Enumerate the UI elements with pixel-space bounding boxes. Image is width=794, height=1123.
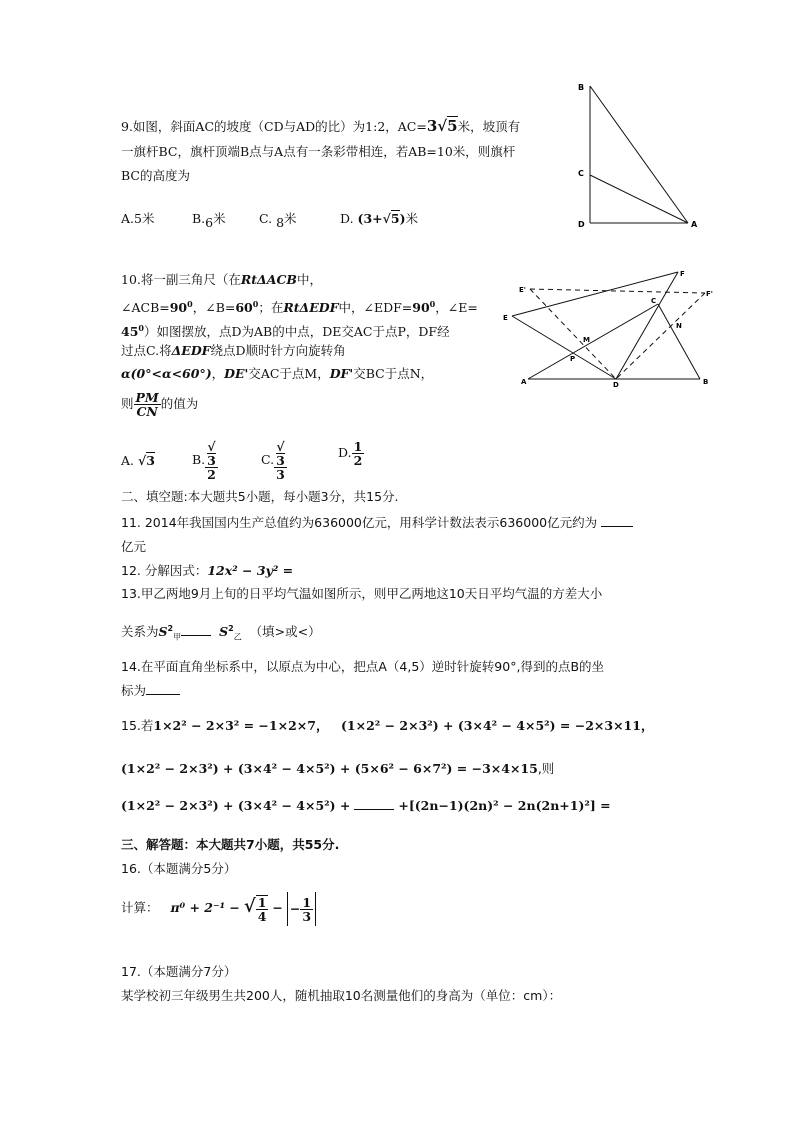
section3-heading: 三、解答题：本大题共7小题，共55分. bbox=[121, 837, 340, 852]
q9-label-a: A bbox=[691, 220, 698, 229]
q15-line3: (1×2² − 2×3²) + (3×4² − 4×5²) + +[(2n−1)(2n)² − 2n(2n+1)²] = bbox=[121, 798, 611, 813]
q10-label-f-prime: F' bbox=[706, 290, 713, 298]
q9-option-a: A.5米 bbox=[121, 211, 155, 226]
q17-heading: 17.（本题满分7分） bbox=[121, 964, 237, 979]
q10-label-b: B bbox=[703, 378, 709, 386]
q16-heading: 16.（本题满分5分） bbox=[121, 861, 237, 876]
q10-label-f: F bbox=[680, 270, 685, 278]
q10-label-e-prime: E' bbox=[519, 286, 526, 294]
q10-line-fd bbox=[616, 272, 678, 379]
q10-label-m: M bbox=[583, 336, 590, 344]
q10-line-fpd bbox=[616, 293, 705, 379]
q15-line1-eq2: (1×2² − 2×3²) + (3×4² − 4×5²) = −2×3×11， bbox=[341, 718, 654, 733]
q10-option-d: D. $\frac{1}{2}$ bbox=[338, 439, 363, 468]
q10-label-p: P bbox=[570, 355, 576, 363]
q10-label-d: D bbox=[613, 381, 619, 389]
q9-line-ca bbox=[590, 175, 688, 223]
q9-line1: 9.如图，斜面AC的坡度（CD与AD的比）为1:2，AC=3√5米，坡顶有 bbox=[121, 117, 521, 135]
q10-line5: α(0°<α<60°)，DE'交AC于点M，DF'交BC于点N， bbox=[121, 366, 434, 381]
q13-line2: 关系为$S^2_甲$ $S^2_乙$ （填>或<） bbox=[121, 624, 321, 642]
q10-line-epfp bbox=[530, 289, 705, 293]
q15-line1: 15.若1×2² − 2×3² = −1×2×7， bbox=[121, 718, 329, 733]
q10-label-a: A bbox=[521, 378, 527, 386]
q10-line1: 10.将一副三角尺（在RtΔACB中， bbox=[121, 272, 322, 287]
q9-option-b: B.6米 bbox=[192, 211, 226, 230]
q9-label-c: C bbox=[578, 169, 584, 178]
q9-line3: BC的高度为 bbox=[121, 168, 190, 183]
q10-label-e: E bbox=[503, 314, 508, 322]
section2-heading: 二、填空题:本大题共5小题，每小题3分，共15分. bbox=[121, 489, 399, 504]
q10-line6: 则 $\frac{PM}{CN}$ 的值为 bbox=[121, 390, 199, 419]
q9-label-d: D bbox=[578, 220, 585, 229]
q17-text: 某学校初三年级男生共200人，随机抽取10名测量他们的身高为（单位：cm）： bbox=[121, 988, 562, 1003]
q15-line2: (1×2² − 2×3²) + (3×4² − 4×5²) + (5×6² − 6×7²) = −3×4×15,则 bbox=[121, 761, 555, 776]
q11-line2: 亿元 bbox=[121, 539, 147, 554]
q9-line-ba bbox=[590, 86, 688, 223]
q13-line1: 13.甲乙两地9月上旬的日平均气温如图所示，则甲乙两地这10天日平均气温的方差大小 bbox=[121, 586, 603, 601]
q16-expression: 计算： π⁰ + 2⁻¹ − √ $\frac{1}{4}$ − − $\frac{1}{3}$ bbox=[121, 890, 316, 926]
q9-line2: 一旗杆BC，旗杆顶端B点与A点有一条彩带相连，若AB=10米，则旗杆 bbox=[121, 144, 516, 159]
q10-line-epd bbox=[530, 289, 616, 379]
q9-option-d: D. (3+√5)米 bbox=[340, 211, 418, 226]
q14-line2: 标为 bbox=[121, 682, 180, 700]
q11-line1: 11. 2014年我国国内生产总值约为636000亿元，用科学计数法表示636000亿元约为 bbox=[121, 514, 633, 532]
q10-line-ac bbox=[528, 304, 658, 379]
q10-triangle-figure bbox=[500, 262, 725, 392]
q9-triangle-figure bbox=[570, 76, 700, 236]
q10-line3: $45^0$）如图摆放，点D为AB的中点，DE交AC于点P，DF经 bbox=[121, 323, 450, 340]
q10-line-ef bbox=[512, 272, 678, 316]
q10-line-cb bbox=[658, 304, 700, 379]
q10-label-c: C bbox=[651, 297, 657, 305]
q10-option-c: C. √ 3 3 bbox=[261, 439, 285, 482]
q9-label-b: B bbox=[578, 83, 585, 92]
q10-option-a: A. √3 bbox=[121, 453, 155, 468]
q10-line2: $\angle ACB=90^0$，$\angle B=60^0$；在RtΔEDF中，$\angle EDF=90^0$，∠E= bbox=[121, 299, 478, 316]
q10-label-n: N bbox=[676, 322, 682, 330]
q9-option-c: C. 8米 bbox=[259, 211, 297, 230]
q10-option-b: B. √ 3 2 bbox=[192, 439, 216, 482]
q10-line4: 过点C.将ΔEDF绕点D顺时针方向旋转角 bbox=[121, 343, 346, 358]
q14-line1: 14.在平面直角坐标系中，以原点为中心，把点A（4,5）逆时针旋转90°,得到的点B的坐 bbox=[121, 659, 605, 674]
q10-line-ed bbox=[512, 316, 616, 379]
q12-line: 12. 分解因式：12x² − 3y² = bbox=[121, 563, 294, 578]
